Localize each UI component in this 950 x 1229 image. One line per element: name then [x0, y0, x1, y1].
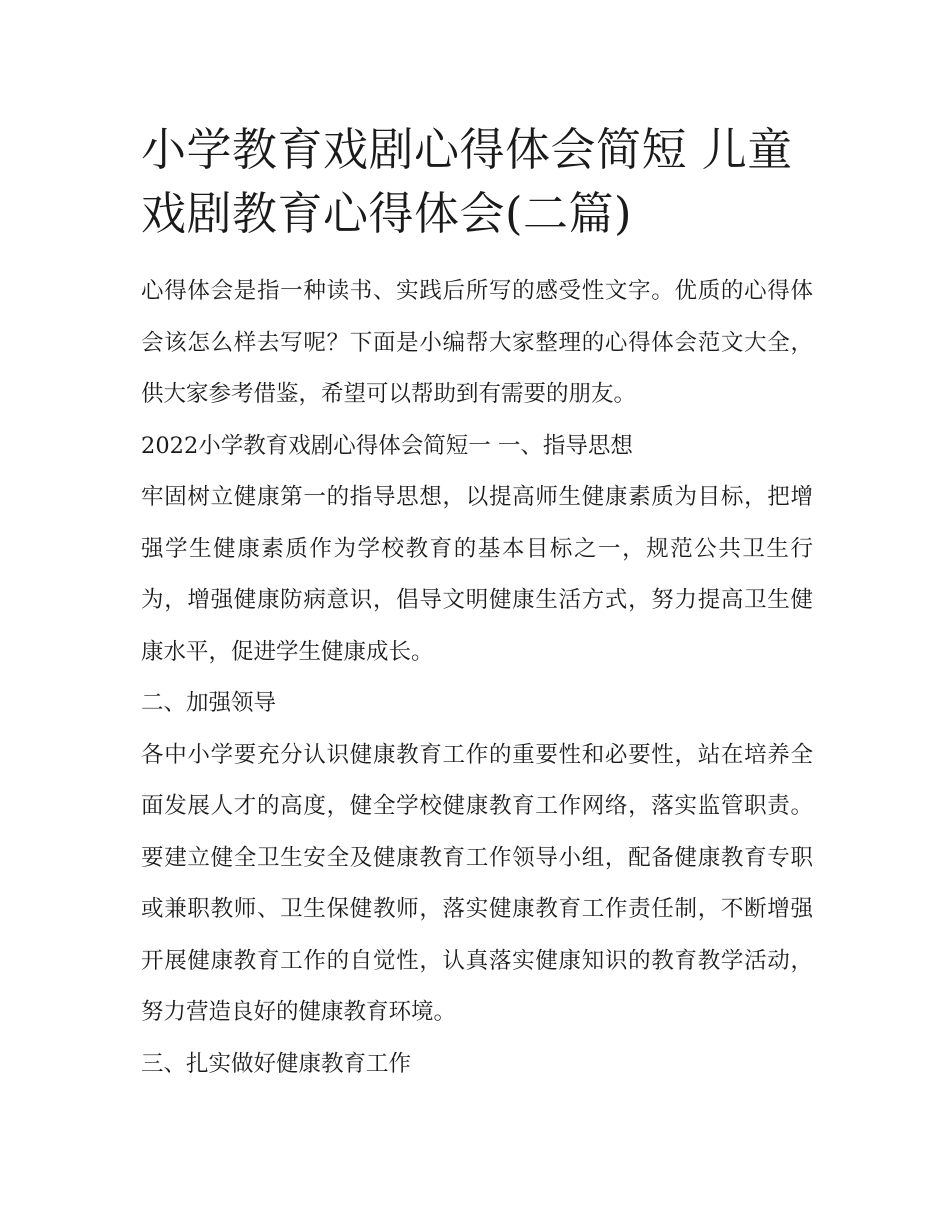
- document-title: 小学教育戏剧心得体会简短 儿童戏剧教育心得体会(二篇): [141, 123, 793, 240]
- document-page: [141, 118, 813, 1090]
- leadership-paragraph: 各中小学要充分认识健康教育工作的重要性和必要性，站在培养全面发展人才的高度，健全学校健康教育工作网络，落实监管职责。要建立健全卫生安全及健康教育工作领导小组，配备健康教育专职或兼职教师、卫生保健教师，落实健康教育工作责任制，不断增强开展健康教育工作的自觉性，认真落实健康知识的教育教学活动，努力营造良好的健康教育环境。: [141, 741, 813, 1025]
- intro-paragraph: 心得体会是指一种读书、实践后所写的感受性文字。优质的心得体会该怎么样去写呢？下面是小编帮大家整理的心得体会范文大全，供大家参考借鉴，希望可以帮助到有需要的朋友。: [141, 278, 813, 407]
- section-heading-leadership: 二、加强领导: [141, 690, 277, 716]
- section-heading-health-education: 三、扎实做好健康教育工作: [141, 1050, 412, 1077]
- guiding-thought-paragraph: 牢固树立健康第一的指导思想，以提高师生健康素质为目标，把增强学生健康素质作为学校教育的基本目标之一，规范公共卫生行为，增强健康防病意识，倡导文明健康生活方式，努力提高卫生健康水平，促进学生健康成长。: [141, 484, 813, 665]
- section-heading-guiding-thought: 2022小学教育戏剧心得体会简短一 一、指导思想: [141, 432, 633, 459]
